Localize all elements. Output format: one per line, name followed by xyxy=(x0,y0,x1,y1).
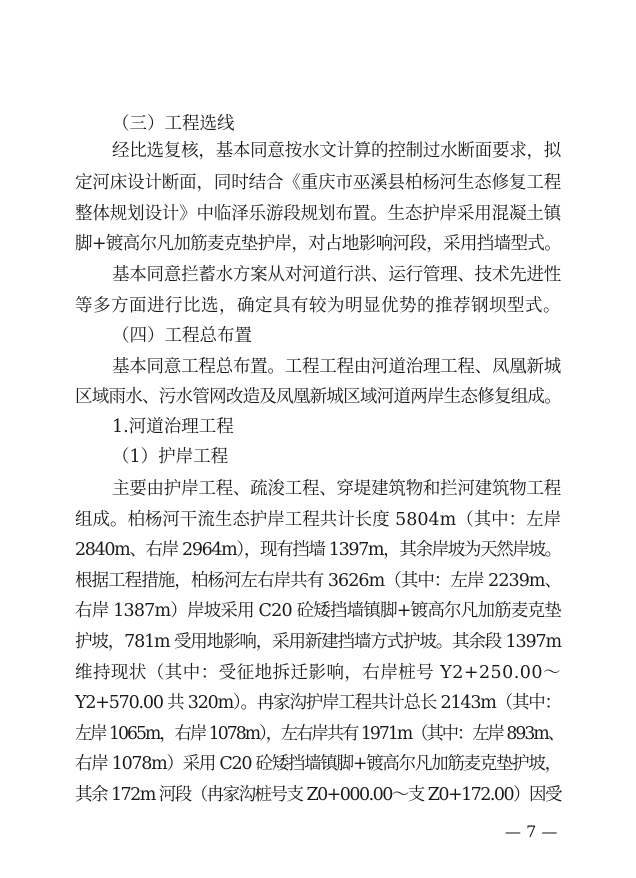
paragraph-line: 经比选复核，基本同意按水文计算的控制过水断面要求，拟 xyxy=(112,141,562,161)
paragraph-line: 整体规划设计》中临泽乐游段规划布置。生态护岸采用混凝土镇 xyxy=(75,204,562,224)
paragraph-line: 区域雨水、污水管网改造及凤凰新城区域河道两岸生态修复组成。 xyxy=(75,387,562,407)
paragraph-line: 基本同意工程总布置。工程工程由河道治理工程、凤凰新城 xyxy=(112,357,562,377)
paragraph-line: 根据工程措施，柏杨河左右岸共有 3626m（其中：左岸 2239m、 xyxy=(75,571,562,591)
paragraph-line: 等多方面进行比选，确定具有较为明显优势的推荐钢坝型式。 xyxy=(75,296,561,316)
subheading-river-regulation: 1.河道治理工程 xyxy=(112,417,234,437)
subheading-revetment: （1）护岸工程 xyxy=(112,447,229,467)
paragraph-line: 维持现状（其中：受征地拆迁影响，右岸桩号 Y2+250.00～ xyxy=(75,663,561,683)
paragraph-line: 其余 172m 河段（冉家沟桩号支 Z0+000.00～支 Z0+172.00）因受 xyxy=(75,785,561,805)
paragraph-line: 左岸 1065m，右岸 1078m），左右岸共有 1971m（其中：左岸 893m、 xyxy=(75,724,564,744)
paragraph-line: Y2+570.00 共 320m）。冉家沟护岸工程共计总长 2143m（其中： xyxy=(75,693,561,713)
paragraph-line: 组成。柏杨河干流生态护岸工程共计长度 5804m（其中：左岸 xyxy=(75,510,562,530)
paragraph-line: 右岸 1387m）岸坡采用 C20 砼矮挡墙镇脚+镀高尔凡加筋麦克垫 xyxy=(75,601,561,621)
paragraph-line: 主要由护岸工程、疏浚工程、穿堤建筑物和拦河建筑物工程 xyxy=(112,479,562,499)
paragraph-line: 2840m、右岸 2964m），现有挡墙 1397m，其余岸坡为天然岸坡。 xyxy=(75,540,561,560)
section-heading-general-layout: （四）工程总布置 xyxy=(112,326,252,346)
paragraph-line: 基本同意拦蓄水方案从对河道行洪、运行管理、技术先进性 xyxy=(112,265,562,285)
paragraph-line: 护坡，781m 受用地影响，采用新建挡墙方式护坡。其余段 1397m xyxy=(75,632,561,652)
paragraph-line: 定河床设计断面，同时结合《重庆市巫溪县柏杨河生态修复工程 xyxy=(75,173,562,193)
section-heading-route-selection: （三）工程选线 xyxy=(112,114,235,134)
paragraph-line: 右岸 1078m）采用 C20 砼矮挡墙镇脚+镀高尔凡加筋麦克垫护坡， xyxy=(75,754,561,774)
page-number: — 7 — xyxy=(505,822,558,841)
paragraph-line: 脚+镀高尔凡加筋麦克垫护岸，对占地影响河段，采用挡墙型式。 xyxy=(75,234,562,254)
